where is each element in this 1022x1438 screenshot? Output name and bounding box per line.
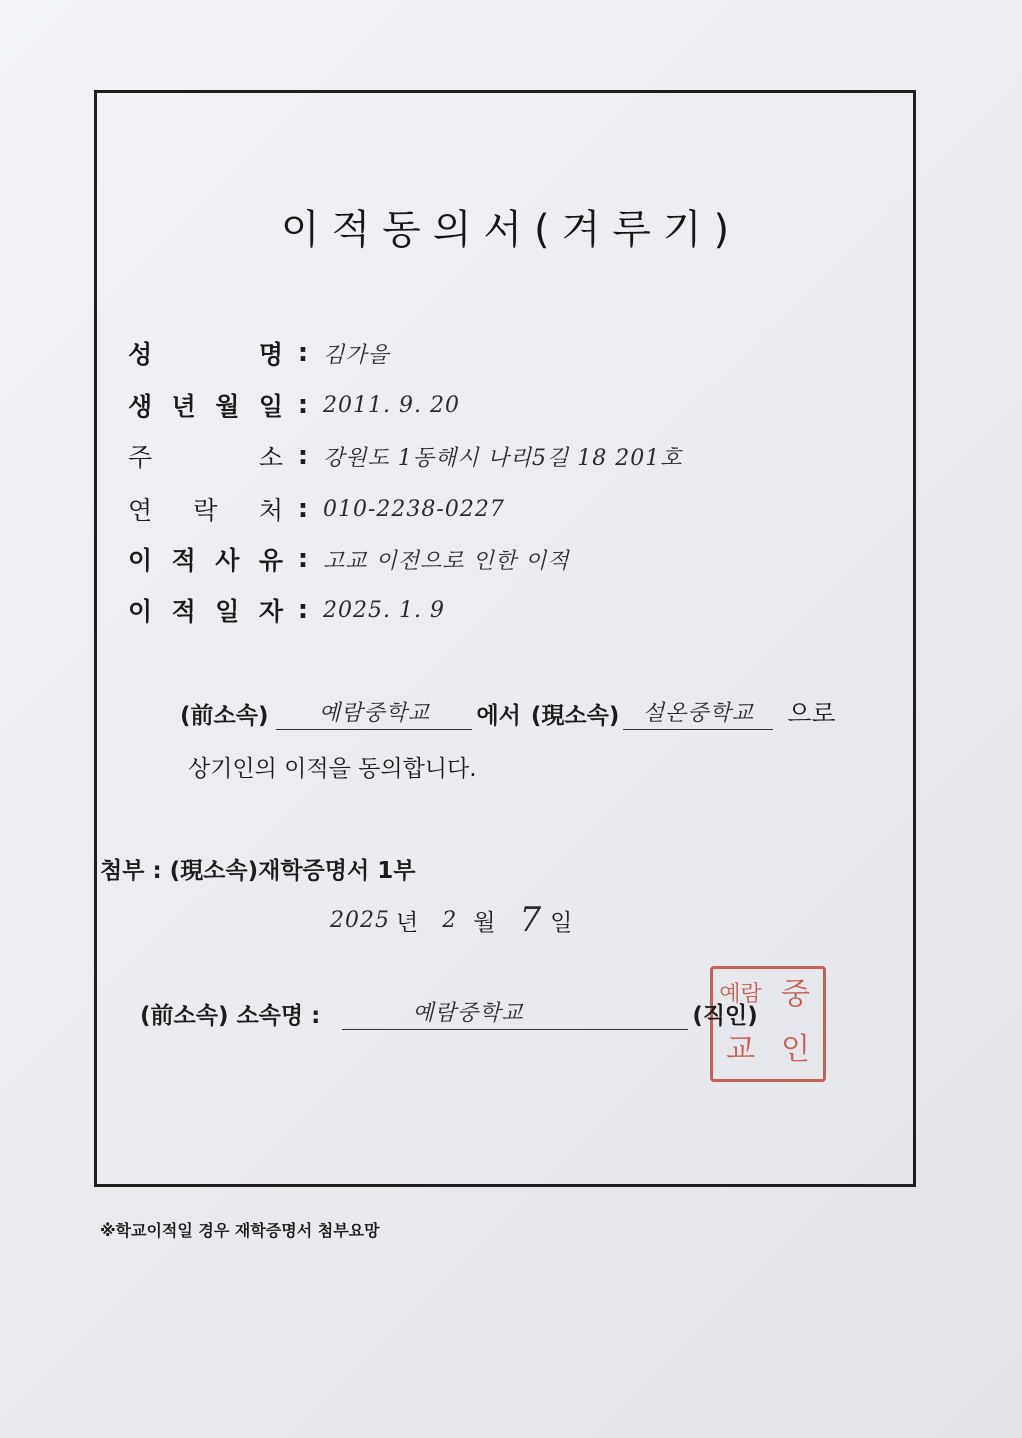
date-month-unit: 월 bbox=[473, 909, 496, 936]
transfer-date-value: 2025. 1. 9 bbox=[323, 597, 445, 623]
field-label: 주 소 bbox=[128, 443, 283, 472]
colon: : bbox=[297, 338, 309, 368]
field-transfer-date bbox=[128, 590, 445, 630]
date-line bbox=[330, 900, 572, 940]
signature-blank bbox=[342, 996, 688, 1030]
contact-value: 010-2238-0227 bbox=[323, 496, 505, 522]
date-day-unit: 일 bbox=[550, 909, 573, 936]
date-day: 7 bbox=[519, 900, 543, 940]
colon: : bbox=[297, 595, 309, 625]
prev-affiliation-label: (前소속) bbox=[180, 703, 269, 729]
prev-affiliation-blank bbox=[276, 696, 472, 730]
field-birthdate bbox=[128, 385, 460, 425]
seal-char: 중 bbox=[781, 977, 810, 1012]
field-transfer-reason bbox=[128, 539, 570, 579]
to-word: 으로 bbox=[787, 699, 836, 728]
date-year: 2025 bbox=[330, 907, 390, 933]
colon: : bbox=[297, 390, 309, 420]
birthdate-value: 2011. 9. 20 bbox=[323, 392, 460, 418]
consent-text: 상기인의 이적을 동의합니다. bbox=[188, 756, 477, 782]
seal-char: 교 bbox=[726, 1032, 755, 1067]
seal-label: (직인) bbox=[692, 1003, 758, 1029]
signature-label: (前소속) 소속명 : bbox=[140, 1003, 321, 1029]
footnote: ※학교이적일 경우 재학증명서 첨부요망 bbox=[100, 1221, 380, 1240]
attachment-text: 첨부 : (現소속)재학증명서 1부 bbox=[100, 858, 416, 884]
field-label: 이 적 사 유 bbox=[128, 546, 283, 575]
field-address bbox=[128, 436, 682, 476]
address-value: 강원도 1동해시 나리5길 18 201호 bbox=[323, 445, 683, 471]
signature-value: 예람중학교 bbox=[412, 1001, 524, 1026]
field-name bbox=[128, 333, 390, 373]
signature-line bbox=[140, 996, 758, 1030]
field-contact bbox=[128, 489, 505, 529]
prev-affiliation-value: 예람중학교 bbox=[318, 701, 431, 726]
transfer-reason-value: 고교 이전으로 인한 이적 bbox=[323, 548, 570, 574]
field-label: 성 명 bbox=[128, 340, 283, 369]
page-title: 이적동의서(겨루기) bbox=[280, 207, 742, 253]
curr-affiliation-label: (現소속) bbox=[530, 703, 620, 729]
curr-affiliation-blank bbox=[623, 696, 773, 730]
colon: : bbox=[297, 544, 309, 574]
colon: : bbox=[297, 441, 309, 471]
date-month: 2 bbox=[442, 907, 458, 933]
transfer-sentence bbox=[180, 694, 836, 730]
seal-char: 예람 bbox=[719, 982, 762, 1007]
colon: : bbox=[297, 494, 309, 524]
from-word: 에서 bbox=[476, 703, 521, 729]
curr-affiliation-value: 설온중학교 bbox=[642, 701, 754, 726]
seal-char: 인 bbox=[781, 1032, 810, 1067]
field-label: 생 년 월 일 bbox=[128, 392, 283, 421]
name-value: 김가을 bbox=[323, 342, 390, 368]
field-label: 연 락 처 bbox=[128, 496, 283, 525]
field-label: 이 적 일 자 bbox=[128, 597, 283, 626]
date-year-unit: 년 bbox=[396, 909, 419, 936]
